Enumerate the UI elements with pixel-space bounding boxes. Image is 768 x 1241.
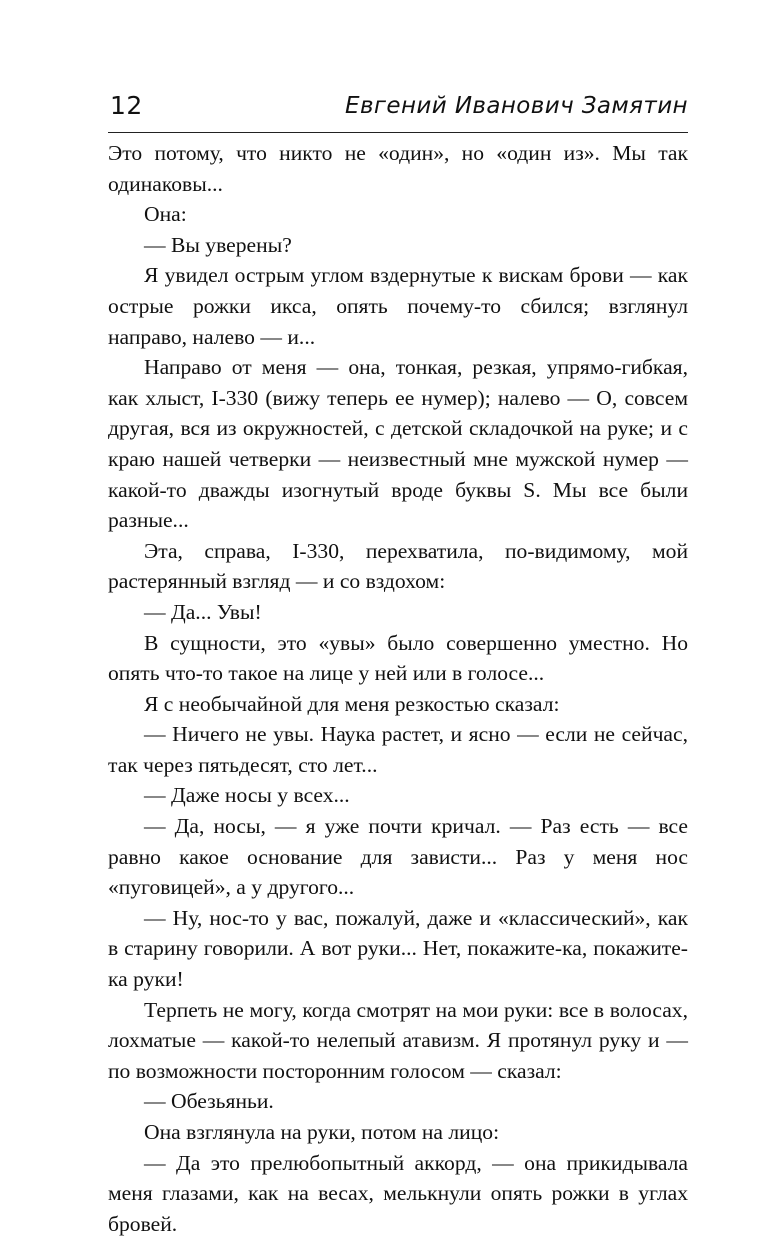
paragraph: Я с необычайной для меня резкостью сказал: bbox=[144, 691, 560, 716]
text-body bbox=[108, 138, 688, 1239]
paragraph: Я увидел острым углом вздернутые к вискам брови — как острые рожки икса, опять почему-то сбился; взглянул направо, налево — и... bbox=[108, 263, 688, 349]
paragraph: — Ничего не увы. Наука растет, и ясно — если не сейчас, так через пятьдесят, сто лет... bbox=[108, 722, 688, 777]
paragraph: Она взглянула на руки, потом на лицо: bbox=[144, 1120, 500, 1144]
paragraph: — Да... Увы! bbox=[144, 599, 262, 624]
paragraph: В сущности, это «увы» было совершенно уместно. Но опять что-то такое на лице у ней или в голосе... bbox=[108, 630, 688, 686]
paragraph: — Вы уверены? bbox=[144, 232, 292, 257]
paragraph: — Обезьяньи. bbox=[144, 1089, 274, 1114]
paragraph: — Ну, нос-то у вас, пожалуй, даже и «классический», как в старину говорили. А вот руки... Нет, покажите-ка, покажите-ка руки! bbox=[108, 905, 688, 992]
paragraph: — Да это прелюбопытный аккорд, — она прикидывала меня глазами, как на весах, мелькнули опять рожки в углах бровей. bbox=[108, 1150, 688, 1236]
page-header bbox=[108, 88, 688, 133]
paragraph: Эта, справа, I-330, перехватила, по-видимому, мой растерянный взгляд — и со вздохом: bbox=[108, 538, 688, 594]
paragraph: — Даже носы у всех... bbox=[144, 783, 350, 808]
paragraph: Терпеть не могу, когда смотрят на мои руки: все в волосах, лохматые — какой-то нелепый атавизм. Я протянул руку и — по возможности посторонним голосом — сказал: bbox=[108, 997, 688, 1083]
paragraph: Направо от меня — она, тонкая, резкая, упрямо-гибкая, как хлыст, I-330 (вижу теперь ее нумер); налево — О, совсем другая, вся из окружностей, с детской складочкой на руке; и с краю нашей четверки — неизвестный мне мужской нумер — какой-то дважды изогнутый вроде буквы S. Мы все были разные... bbox=[108, 355, 688, 533]
paragraph: Она: bbox=[144, 202, 187, 227]
page-number: 12 bbox=[110, 91, 143, 120]
running-head-author: Евгений Иванович Замятин bbox=[345, 93, 688, 119]
paragraph: Это потому, что никто не «один», но «один из». Мы так одинаковы... bbox=[108, 141, 688, 196]
paragraph: — Да, носы, — я уже почти кричал. — Раз есть — все равно какое основание для зависти... Раз у меня нос «пуговицей», а у другого... bbox=[108, 814, 688, 900]
